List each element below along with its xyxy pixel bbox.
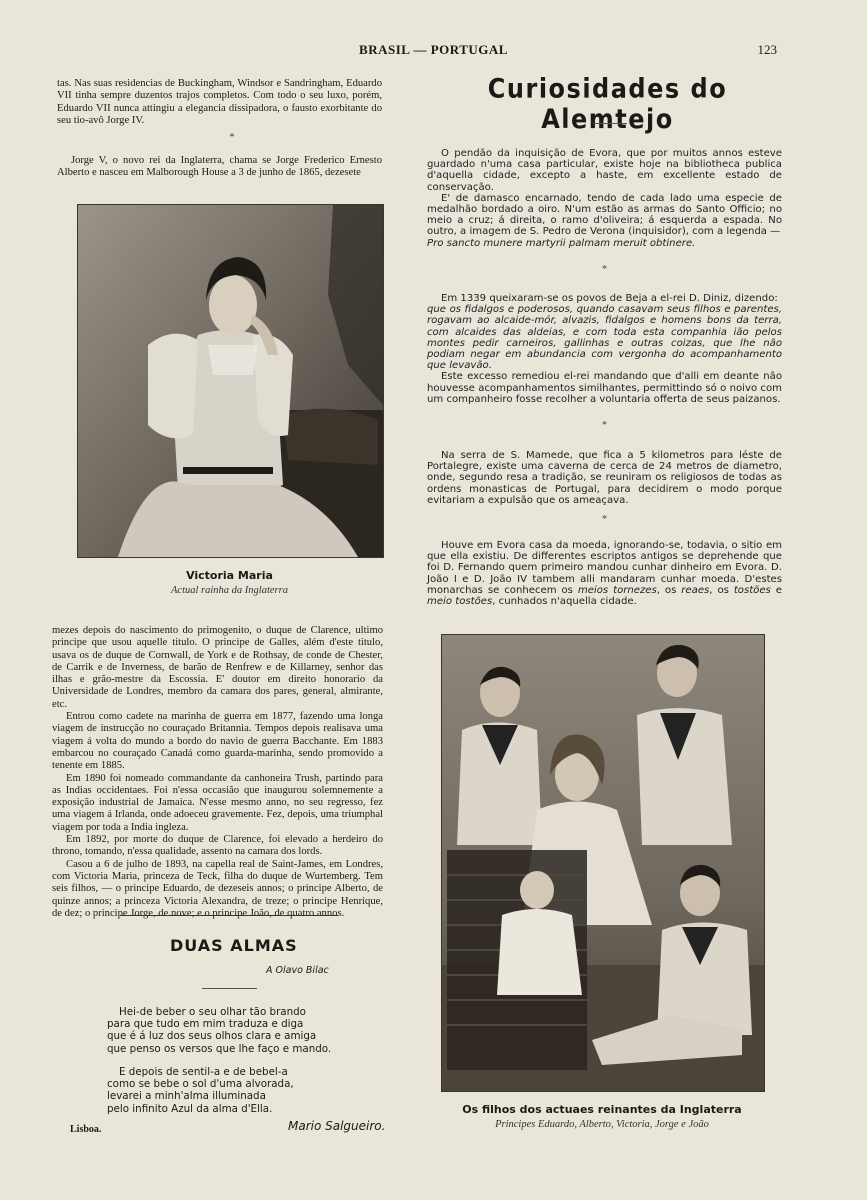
portrait-illustration: [78, 205, 383, 557]
poem-dedication: A Olavo Bilac: [266, 965, 329, 976]
photo-victoria-maria: [77, 204, 384, 558]
photo-children-caption: Os filhos dos actuaes reinantes da Inglaterra: [462, 1103, 742, 1116]
separator-star: *: [602, 420, 607, 431]
running-header: [0, 42, 867, 64]
title-rule: [593, 123, 627, 124]
body-paragraph: Casou a 6 de julho de 1893, na capella real de Saint-James, em Londres, com Victoria Maria, princeza de Teck, filha do duque de Wurtemberg. Tem seis filhos, — o principe Eduardo, de dezeseis annos; o principe Alberto, de quinze annos; a princeza Victoria Alexandra, de treze; o principe Henrique, de dez; o principe Jorge, de nove; e o principe João, de quatro annos.: [52, 858, 383, 919]
photo-children-subcaption: Principes Eduardo, Alberto, Victoria, Jorge e João: [495, 1119, 709, 1130]
body-paragraph: Em 1890 foi nomeado commandante da canhoneira Trush, partindo para as Indias occidentaes. Foi n'essa occasião que inaugurou solemnemente a exposição industrial de Jamaica. N'esse mesmo anno, no seu regresso, fez uma viagem á Irlanda, onde adoeceu gravemente. Fez, depois, uma triumphal viagem por toda a India ingleza.: [52, 772, 383, 833]
biography-text: [52, 625, 383, 920]
curiosity-item-2: Em 1339 queixaram-se os povos de Beja a el-rei D. Diniz, dizendo: que os fidalgos e poderosos, quando casavam seus filhos e parentes, rogavam ao alcaide-mór, alvazis, fidalgos e homens bons da terra, com alcaides das aldeias, e com toda esta companhia ião pelos montes pedir carneiros, gallinhas e outras coizas, que lhe não podiam negar em abundancia com vergonha do acompanhamento que levavão. Este excesso remediou el-rei mandando que d'alli em deante não houvesse acompanhamentos similhantes, permittindo só o noivo com um companheiro fosse recolher a voluntaria offerta de seus paizanos.: [427, 293, 782, 405]
curiosity-item-4: Houve em Evora casa da moeda, ignorando-se, todavia, o sitio em que ella existiu. De differentes escriptos antigos se deprehende que foi D. Fernando quem primeiro mandou cunhar dinheiro em Evora. D. João I e D. João IV tambem alli mandaram cunhar moeda. D'estes monarchas se conhecem os meios tornezes, os reaes, os tostões e meio tostões, cunhados n'aquella cidade.: [427, 540, 782, 608]
photo-victoria-subcaption: Actual rainha da Inglaterra: [171, 585, 288, 596]
poem-rule: [202, 988, 257, 989]
body-paragraph: mezes depois do nascimento do primogenito, o duque de Clarence, ultimo principe que usou aquelle titulo. O principe de Galles, além d'este titulo, usava os de duque de Cornwall, de York e de Rothsay, de conde de Chester, de Carrik e de Inverness, de barão de Renfrew e de Killarney, senhor das ilhas e grão-mestre da Escossia. E' doutor em direito honorario da Universidade de Londres, membro da camara dos pares, general, almirante, etc.: [52, 625, 383, 710]
poem-title: DUAS ALMAS: [170, 936, 298, 955]
separator-star: *: [602, 264, 607, 275]
section-title: Curiosidades do Alemtejo: [487, 73, 728, 135]
curiosity-item-3: Na serra de S. Mamede, que fica a 5 kilometros para léste de Portalegre, existe uma caverna de cerca de 24 metros de diametro, onde, segundo resa a tradição, se reuniram os religiosos de todas as ordens monasticas de Portugal, para decidirem o modo porque evitariam a expulsão que os ameaçava.: [427, 450, 782, 506]
paragraph-jorge: Jorge V, o novo rei da Inglaterra, chama se Jorge Frederico Ernesto Alberto e nasceu em Malborough House a 3 de junho de 1865, dezesete: [57, 155, 382, 179]
intro-paragraph: tas. Nas suas residencias de Buckingham, Windsor e Sandringham, Eduardo VII tinha sempre duzentos trajos completos. Com todo o seu luxo, porém, Eduardo VII nunca attingiu a elegancia dissipadora, o fausto exorbitante do seu tio-avô Jorge IV.: [57, 78, 382, 126]
poem-top-rule: [120, 915, 338, 916]
page-number: 123: [757, 42, 777, 57]
children-photo-illustration: [442, 635, 764, 1091]
poem-stanza-1: Hei-de beber o seu olhar tão brando para que tudo em mim traduza e diga que é á luz dos seus olhos clara e amiga que penso os versos que lhe faço e mando.: [107, 1006, 332, 1055]
photo-royal-children: [441, 634, 765, 1092]
separator-star: *: [229, 132, 235, 143]
photo-victoria-caption: Victoria Maria: [186, 569, 273, 582]
curiosity-item-1: O pendão da inquisição de Evora, que por muitos annos esteve guardado n'uma casa particular, existe hoje na bibliotheca publica d'aquella cidade, excepto a haste, em excellente estado de conservação. E' de damasco encarnado, tendo de cada lado uma especie de medalhão bordado a oiro. N'um estão as armas do Santo Officio; no meio a cruz; á direita, o ramo d'oliveira; á esquerda a espada. No outro, a imagem de S. Pedro de Verona (inquisidor), com a legenda — Pro sancto munere martyrii palmam meruit obtinere.: [427, 148, 782, 249]
poem-author: Mario Salgueiro.: [288, 1119, 386, 1133]
body-paragraph: Entrou como cadete na marinha de guerra em 1877, fazendo uma longa viagem de instrucção no couraçado Britannia. Tempos depois realisava uma viagem á volta do mundo a bordo do navio de guerra Bacchante. Em 1883 embarcou no couraçado Canadá como guarda-marinha, sendo promovido a tenente em 1885.: [52, 711, 383, 772]
body-paragraph: Em 1892, por morte do duque de Clarence, foi elevado a herdeiro do throno, tomando, n'essa qualidade, assento na camara dos lords.: [52, 834, 383, 858]
publication-title: BRASIL — PORTUGAL: [359, 42, 508, 57]
poem-place: Lisboa.: [70, 1124, 102, 1135]
separator-star: *: [602, 514, 607, 525]
poem-stanza-2: E depois de sentil-a e de bebel-a como se bebe o sol d'uma alvorada, levarei a minh'alma illuminada pelo infinito Azul da alma d'Ella.: [107, 1066, 294, 1115]
